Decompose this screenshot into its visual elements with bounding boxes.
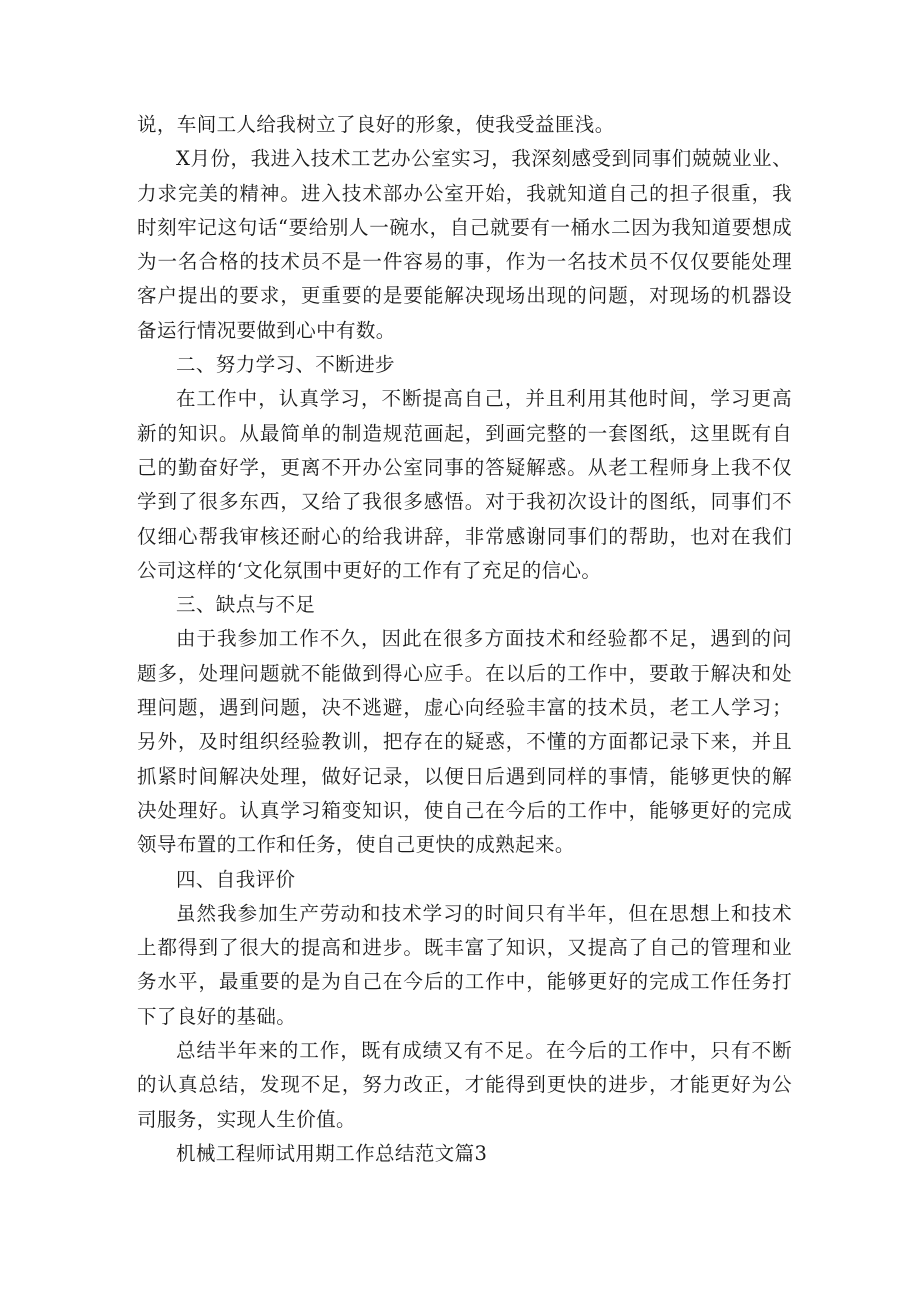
document-body bbox=[137, 108, 792, 1171]
paragraph-summary: 总结半年来的工作，既有成绩又有不足。在今后的工作中，只有不断的认真总结，发现不足，努力改正，才能得到更快的进步，才能更好为公司服务，实现人生价值。 bbox=[137, 1039, 792, 1131]
paragraph-self-evaluation: 虽然我参加生产劳动和技术学习的时间只有半年，但在思想上和技术上都得到了很大的提高和进步。既丰富了知识，又提高了自己的管理和业务水平，最重要的是为自己在今后的工作中，能够更好的完成工作任务打下了良好的基础。 bbox=[137, 901, 792, 1028]
next-article-title: 机械工程师试用期工作总结范文篇3 bbox=[176, 1141, 488, 1165]
paragraph-study: 在工作中，认真学习，不断提高自己，并且利用其他时间，学习更高新的知识。从最简单的制造规范画起，到画完整的一套图纸，这里既有自己的勤奋好学，更离不开办公室同事的答疑解惑。从老工程师身上我不仅学到了很多东西，又给了我很多感悟。对于我初次设计的图纸，同事们不仅细心帮我审核还耐心的给我讲辞，非常感谢同事们的帮助，也对在我们公司这样的‘文化氛围中更好的工作有了充足的信心。 bbox=[137, 387, 792, 582]
paragraph-continuation: 说，车间工人给我树立了良好的形象，使我受益匪浅。 bbox=[137, 113, 615, 136]
section-heading-shortcomings: 三、缺点与不足 bbox=[176, 593, 316, 617]
paragraph-shortcomings: 由于我参加工作不久，因此在很多方面技术和经验都不足，遇到的问题多，处理问题就不能做到得心应手。在以后的工作中，要敢于解决和处理问题，遇到问题，决不逃避，虚心向经验丰富的技术员，老工人学习；另外，及时组织经验教训，把存在的疑惑，不懂的方面都记录下来，并且抓紧时间解决处理，做好记录，以便日后遇到同样的事情，能够更快的解决处理好。认真学习箱变知识，使自己在今后的工作中，能够更好的完成领导布置的工作和任务，使自己更快的成熟起来。 bbox=[137, 627, 792, 857]
paragraph-internship: X月份，我进入技术工艺办公室实习，我深刻感受到同事们兢兢业业、力求完美的精神。进入技术部办公室开始，我就知道自己的担子很重，我时刻牢记这句话“要给别人一碗水，自己就要有一桶水二因为我知道要想成为一名合格的技术员不是一件容易的事，作为一名技术员不仅仅要能处理客户提出的要求，更重要的是要能解决现场出现的问题，对现场的机器设备运行情况要做到心中有数。 bbox=[137, 147, 792, 342]
section-heading-self-evaluation: 四、自我评价 bbox=[176, 867, 296, 891]
section-heading-study: 二、努力学习、不断进步 bbox=[176, 353, 395, 377]
